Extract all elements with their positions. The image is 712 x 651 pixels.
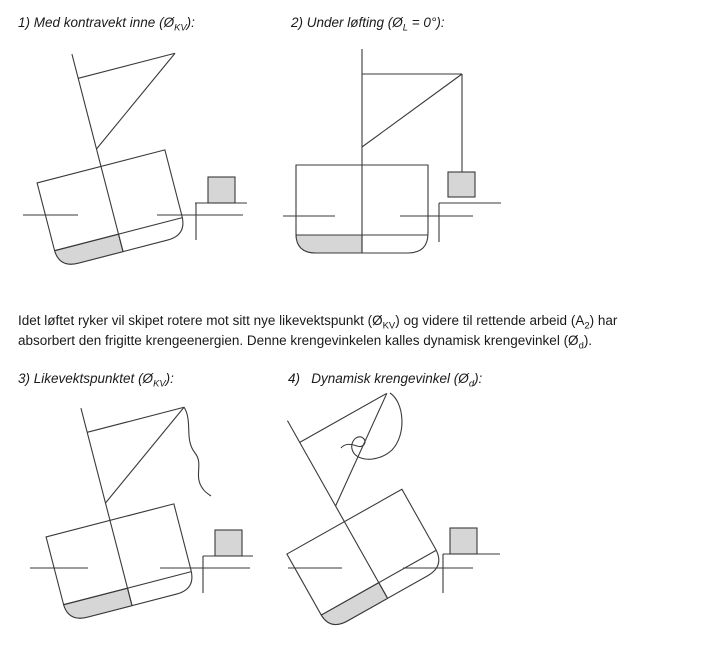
paragraph-text: ) har: [589, 313, 618, 328]
caption-text: ):: [186, 15, 195, 30]
cargo-box: [448, 172, 475, 197]
cargo-box: [450, 528, 477, 554]
figure-4-diagram: [230, 372, 500, 631]
paragraph-text: Idet løftet ryker vil skipet rotere mot sitt nye likevektspunkt (Ø: [18, 313, 383, 328]
caption-text: 1) Med kontravekt inne (Ø: [18, 15, 175, 30]
figure-3-diagram: [17, 383, 253, 622]
paragraph-text: ) og videre til rettende arbeid (A: [395, 313, 585, 328]
paragraph-subscript: KV: [382, 320, 396, 332]
paragraph-subscript: 2: [584, 320, 590, 332]
caption-text: 3) Likevektspunktet (Ø: [18, 371, 154, 386]
ship-upright: [296, 49, 462, 253]
caption-text: ):: [165, 371, 174, 386]
boom: [300, 393, 423, 506]
caption-subscript: KV: [153, 378, 166, 390]
ship-heeled: [17, 383, 229, 622]
jib-stay: [87, 407, 184, 432]
boom: [78, 53, 193, 149]
caption-text: 2) Under løfting (Ø: [291, 15, 403, 30]
paragraph-subscript: d: [578, 340, 584, 352]
ballast-shading: [296, 234, 362, 253]
figure-1-diagram: [8, 29, 247, 268]
paragraph-text: ).: [583, 333, 593, 348]
ship-heeled: [230, 372, 475, 631]
boom: [362, 74, 462, 147]
figure-2-diagram: [283, 49, 501, 253]
boom: [87, 407, 202, 503]
paragraph-text: absorbert den frigitte krengeenergien. Denne krengevinkelen kalles dynamisk krengevinkel (Ø: [18, 333, 579, 348]
caption-subscript: L: [402, 22, 409, 34]
jib-stay: [78, 53, 175, 78]
caption-subscript: KV: [174, 22, 187, 34]
cargo-box: [208, 177, 235, 203]
caption-text: ):: [474, 371, 483, 386]
caption-subscript: d: [468, 378, 475, 390]
caption-text: 4) Dynamisk krengevinkel (Ø: [288, 371, 469, 386]
ship-heeled: [8, 29, 220, 268]
broken-wire: [184, 407, 211, 496]
cargo-box: [215, 530, 242, 556]
caption-text: = 0°):: [408, 15, 445, 30]
jib-stay: [300, 393, 387, 442]
